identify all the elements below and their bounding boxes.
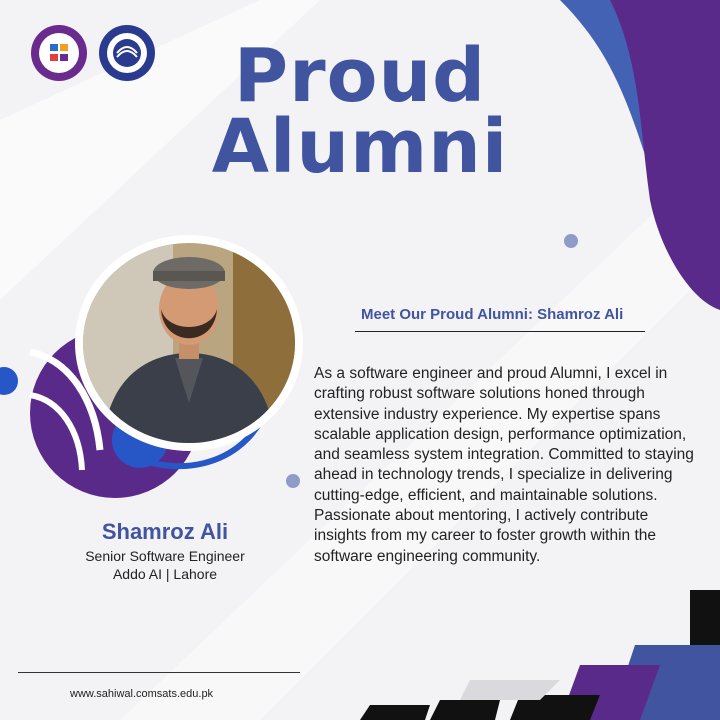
- page-title-line-2: Alumni: [211, 104, 509, 190]
- heading-underline: [355, 331, 645, 332]
- footer-divider: [18, 672, 300, 673]
- alumni-name: Shamroz Ali: [101, 519, 229, 544]
- page-title-line-1: Proud: [233, 33, 487, 119]
- portrait-image: [83, 243, 295, 443]
- footer-url-link[interactable]: www.sahiwal.comsats.edu.pk: [70, 688, 214, 700]
- alumni-role: Senior Software Engineer: [85, 548, 245, 564]
- alumni-company: Addo AI | Lahore: [112, 566, 218, 582]
- dot: [286, 474, 300, 488]
- dot: [0, 367, 18, 395]
- dot: [564, 234, 578, 248]
- feature-heading: Meet Our Proud Alumni: Shamroz Ali: [361, 306, 624, 323]
- alumni-portrait: [75, 235, 303, 451]
- alumni-bio: As a software engineer and proud Alumni, I excel in crafting robust software solutions honed through extensive industry experience. My expertise spans scalable application design, performance optimization, and seamless system integration. Committed to staying ahead in technology trends, I specialize in delivering cutting-edge, efficient, and maintainable solutions. Passionate about mentoring, I actively contribute insights from my career to foster growth within the software engineering community.: [314, 365, 694, 565]
